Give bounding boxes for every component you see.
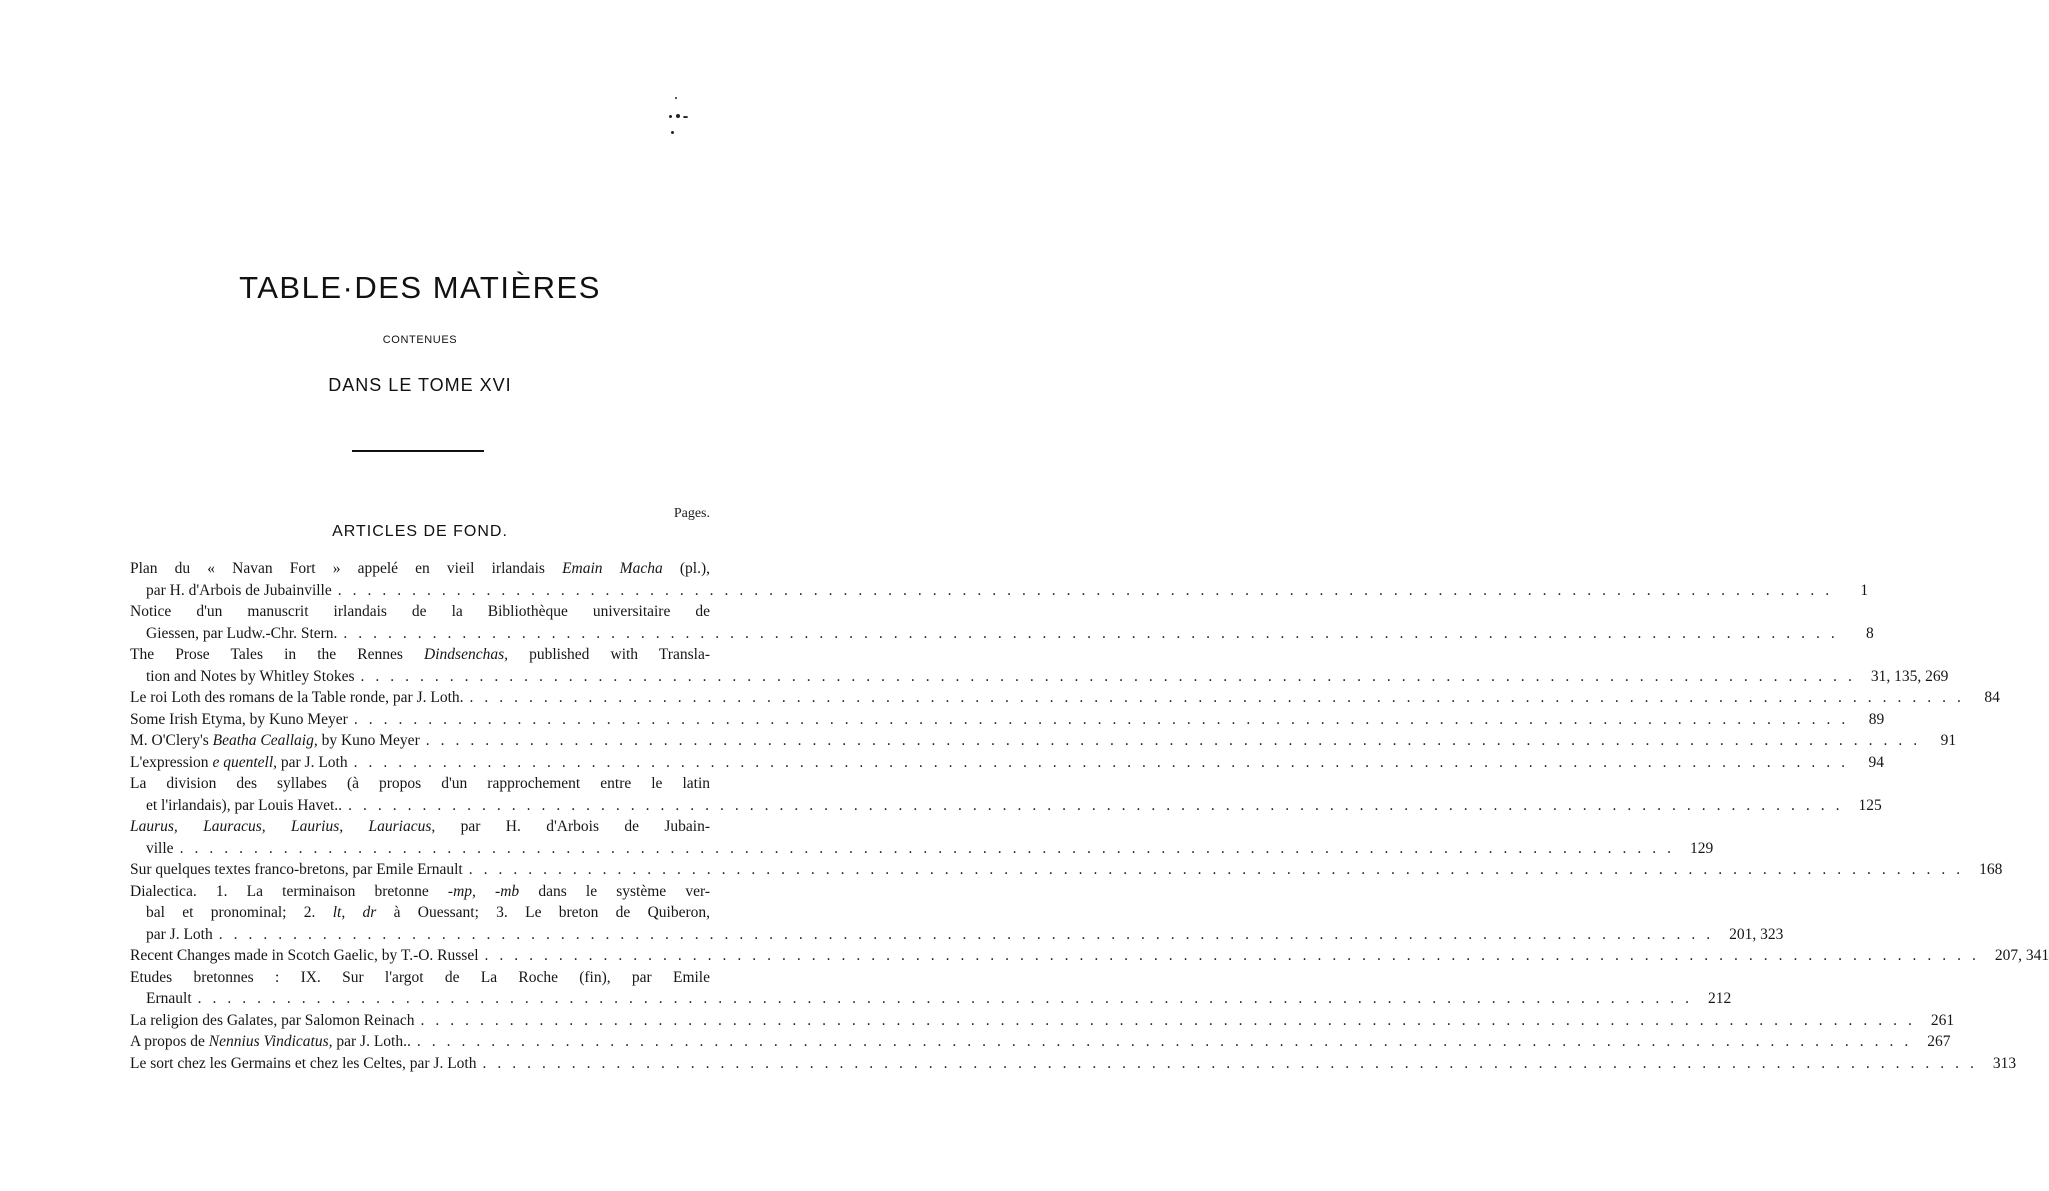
dot-leader — [174, 838, 1682, 860]
toc-entry[interactable]: Notice d'un manuscrit irlandais de la Bibliothèque universitaire de Giessen, par Ludw.-Chr. Stern. ..... 8 — [130, 601, 710, 644]
volume-line: DANS LE TOME XVI — [328, 375, 512, 395]
dot-leader — [411, 1031, 1919, 1053]
page-number: 201, 323 — [1729, 925, 1784, 943]
page-number: 8 — [1866, 624, 1874, 642]
toc-entry[interactable]: M. O'Clery's Beatha Ceallaig, by Kuno Meyer ..... 91 — [130, 730, 710, 752]
page-number: 84 — [1984, 689, 2000, 706]
page-number: 89 — [1868, 710, 1885, 728]
title-rule — [352, 450, 484, 452]
dot-leader — [463, 859, 1971, 881]
page-number: 261 — [1930, 1011, 1955, 1029]
dot-leader — [479, 945, 1987, 967]
page-number: 1 — [1860, 581, 1869, 599]
toc-entry[interactable]: Sur quelques textes franco-bretons, par Emile Ernault ..... 168 — [130, 859, 710, 881]
page-number: 212 — [1708, 990, 1732, 1007]
dot-leader — [355, 666, 1863, 688]
dot-leader — [337, 623, 1845, 645]
page-number: 313 — [1992, 1054, 2017, 1072]
page-number: 129 — [1689, 839, 1714, 857]
dot-leader — [464, 687, 1972, 709]
table-of-contents — [130, 558, 2049, 1074]
subtitle: CONTENUES — [382, 334, 458, 346]
dot-leader — [476, 1053, 1984, 1075]
page-number: 168 — [1979, 861, 2003, 878]
toc-entry[interactable]: Recent Changes made in Scotch Gaelic, by T.-O. Russel ..... 207, 341 — [130, 945, 710, 967]
page-number: 31, 135, 269 — [1870, 667, 1949, 685]
dot-leader — [342, 795, 1850, 817]
pages-column-label: Pages. — [673, 506, 710, 521]
toc-entry[interactable]: Laurus, Lauracus, Laurius, Lauriacus, par H. d'Arbois de Jubain- ville ..... 129 — [130, 816, 710, 859]
dot-leader — [348, 752, 1856, 774]
margin-specks — [655, 95, 695, 145]
toc-entry[interactable]: Le roi Loth des romans de la Table ronde, par J. Loth. ..... 84 — [130, 687, 710, 709]
toc-entry[interactable]: The Prose Tales in the Rennes Dindsenchas, published with Transla- tion and Notes by Whitley Stokes ..... 31, 135, 269 — [130, 644, 710, 687]
page-number: 207, 341 — [1994, 947, 2049, 964]
page-number: 94 — [1868, 753, 1884, 771]
toc-entry[interactable]: La religion des Galates, par Salomon Reinach ..... 261 — [130, 1010, 710, 1032]
dot-leader — [415, 1010, 1923, 1032]
toc-entry[interactable]: L'expression e quentell, par J. Loth ..... 94 — [130, 752, 710, 774]
toc-entry[interactable]: Etudes bretonnes : IX. Sur l'argot de La Roche (fin), par Emile Ernault ..... 212 — [130, 967, 710, 1010]
page-number: 125 — [1858, 796, 1882, 814]
dot-leader — [213, 924, 1721, 946]
dot-leader — [420, 730, 1928, 752]
toc-entry[interactable]: La division des syllabes (à propos d'un rapprochement entre le latin et l'irlandais), par Louis Havet.. ..... 125 — [130, 773, 710, 816]
dot-leader — [192, 988, 1700, 1010]
page-number: 91 — [1940, 732, 1957, 749]
toc-entry[interactable]: Le sort chez les Germains et chez les Celtes, par J. Loth ..... 313 — [130, 1053, 710, 1075]
toc-entry[interactable]: Some Irish Etyma, by Kuno Meyer ..... 89 — [130, 709, 710, 731]
page-title: TABLE·DES MATIÈRES — [239, 270, 601, 305]
toc-entry[interactable]: Plan du « Navan Fort » appelé en vieil irlandais Emain Macha (pl.), par H. d'Arbois de Jubainville ..... 1 — [130, 558, 710, 601]
dot-leader — [332, 580, 1840, 602]
toc-entry[interactable]: Dialectica. 1. La terminaison bretonne -mp, -mb dans le système ver- bal et pronominal; 2. lt, dr à Ouessant; 3. Le breton de Quiberon, par J. Loth ..... 201, 323 — [130, 881, 710, 946]
dot-leader — [348, 709, 1856, 731]
page-number: 267 — [1927, 1033, 1951, 1050]
toc-entry[interactable]: A propos de Nennius Vindicatus, par J. Loth.. ..... 267 — [130, 1031, 710, 1053]
section-heading: ARTICLES DE FOND. — [332, 523, 508, 540]
